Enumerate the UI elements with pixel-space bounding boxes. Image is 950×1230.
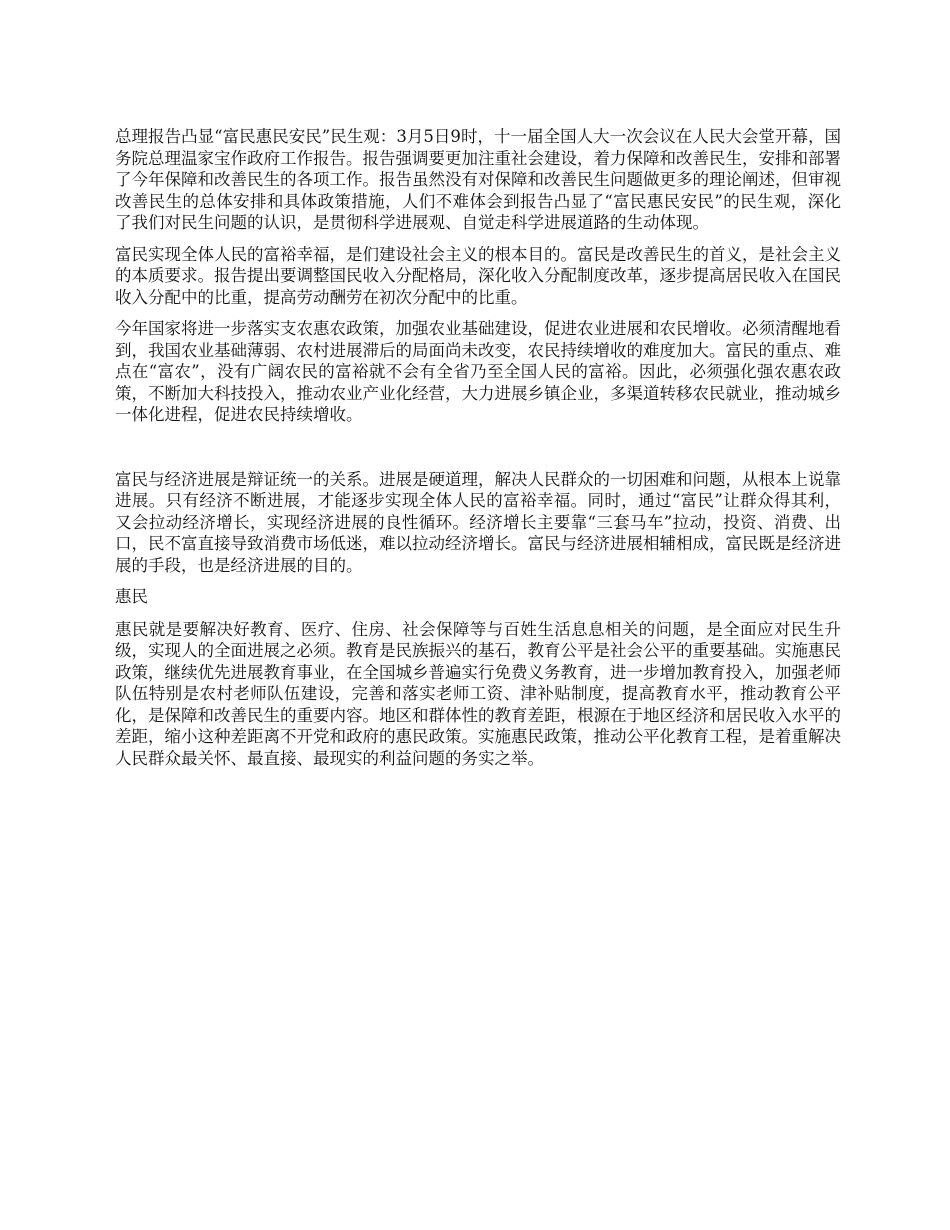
paragraph-huimin: 惠民就是要解决好教育、医疗、住房、社会保障等与百姓生活息息相关的问题，是全面应对民生升级，实现人的全面进展之必须。教育是民族振兴的基石，教育公平是社会公平的重要基础。实施惠民政策，继续优先进展教育事业，在全国城乡普遍实行免费义务教育，进一步增加教育投入，加强老师队伍特别是农村老师队伍建设，完善和落实老师工资、津补贴制度，提高教育水平，推动教育公平化，是保障和改善民生的重要内容。地区和群体性的教育差距，根源在于地区经济和居民收入水平的差距，缩小这种差距离不开党和政府的惠民政策。实施惠民政策，推动公平化教育工程，是着重解决人民群众最关怀、最直接、最现实的利益问题的务实之举。 xyxy=(115,619,841,768)
paragraph-fumin: 富民实现全体人民的富裕幸福，是们建设社会主义的根本目的。富民是改善民生的首义，是社会主义的本质要求。报告提出要调整国民收入分配格局，深化收入分配制度改革，逐步提高居民收入在国民收入分配中的比重，提高劳动酬劳在初次分配中的比重。 xyxy=(115,244,841,307)
paragraph-agriculture: 今年国家将进一步落实支农惠农政策，加强农业基础建设，促进农业进展和农民增收。必须清醒地看到，我国农业基础薄弱、农村进展滞后的局面尚未改变，农民持续增收的难度加大。富民的重点、难点在“富农”，没有广阔农民的富裕就不会有全省乃至全国人民的富裕。因此，必须强化强农惠农政策，不断加大科技投入，推动农业产业化经营，大力进展乡镇企业，多渠道转移农民就业，推动城乡一体化进程，促进农民持续增收。 xyxy=(115,319,841,424)
section-heading-huimin: 惠民 xyxy=(115,587,148,606)
paragraph-intro: 总理报告凸显“富民惠民安民”民生观：3月5日9时，十一届全国人大一次会议在人民大会堂开幕，国务院总理温家宝作政府工作报告。报告强调要更加注重社会建设，着力保障和改善民生，安排和部署了今年保障和改善民生的各项工作。报告虽然没有对保障和改善民生问题做更多的理论阐述，但审视改善民生的总体安排和具体政策措施，人们不难体会到报告凸显了“富民惠民安民”的民生观，深化了我们对民生问题的认识，是贯彻科学进展观、自觉走科学进展道路的生动体现。 xyxy=(115,127,841,232)
document-body xyxy=(115,126,841,779)
paragraph-gap xyxy=(115,436,841,469)
paragraph-economy: 富民与经济进展是辩证统一的关系。进展是硬道理，解决人民群众的一切困难和问题，从根本上说靠进展。只有经济不断进展，才能逐步实现全体人民的富裕幸福。同时，通过“富民”让群众得其利，又会拉动经济增长，实现经济进展的良性循环。经济增长主要靠“三套马车”拉动，投资、消费、出口，民不富直接导致消费市场低迷，难以拉动经济增长。富民与经济进展相辅相成，富民既是经济进展的手段，也是经济进展的目的。 xyxy=(115,469,841,575)
